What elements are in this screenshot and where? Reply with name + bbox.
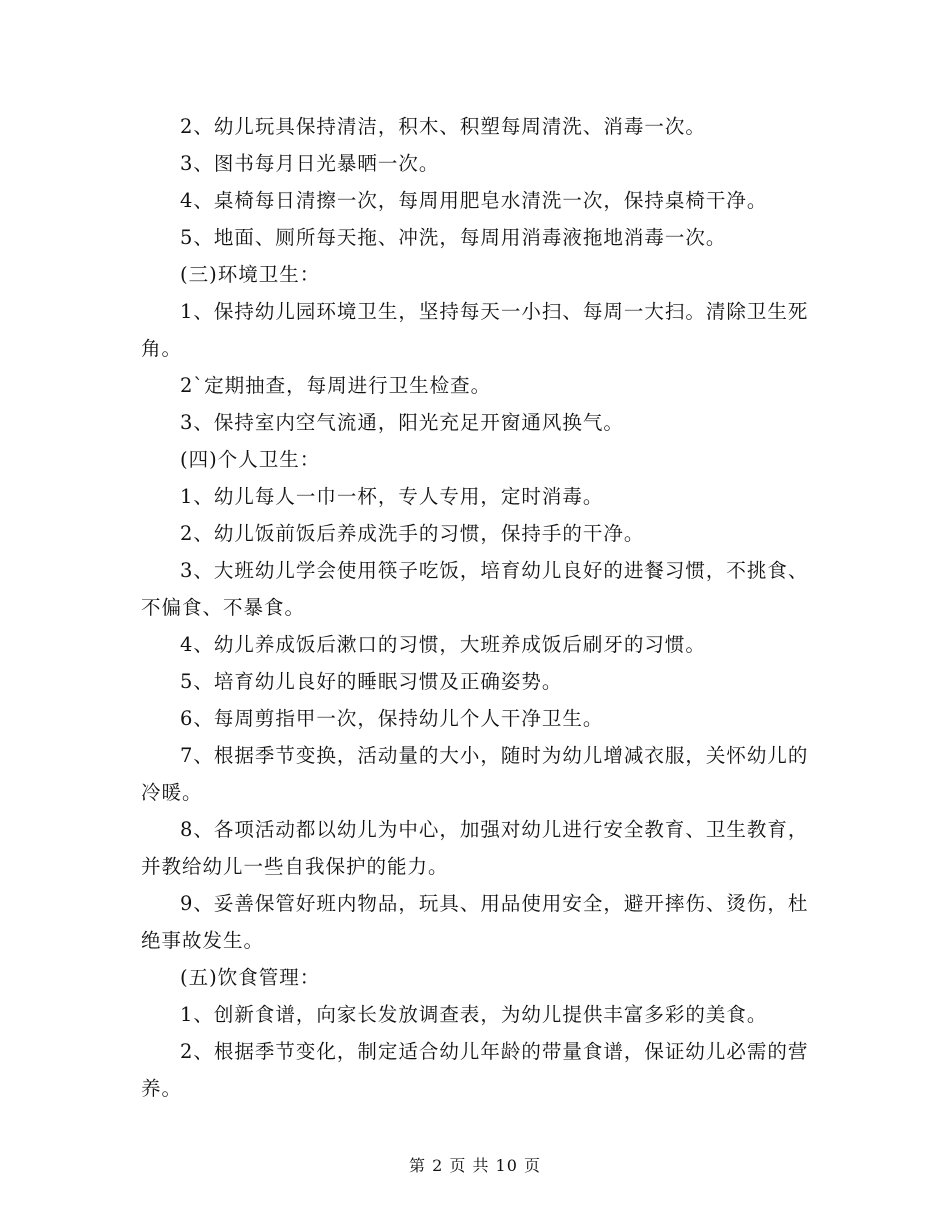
paragraph: 5、地面、厕所每天拖、冲洗，每周用消毒液拖地消毒一次。 [180,226,727,249]
paragraph: 1、保持幼儿园环境卫生，坚持每天一小扫、每周一大扫。清除卫生死角。 [141,300,809,360]
paragraph: 3、图书每月日光暴晒一次。 [180,152,440,175]
paragraph: 6、每周剪指甲一次，保持幼儿个人干净卫生。 [180,707,604,730]
paragraph: 3、保持室内空气流通，阳光充足开窗通风换气。 [180,411,624,434]
paragraph: 5、培育幼儿良好的睡眠习惯及正确姿势。 [180,670,563,693]
paragraph: 4、幼儿养成饭后漱口的习惯，大班养成饭后刷牙的习惯。 [180,633,706,656]
section-heading: (三)环境卫生： [180,263,321,286]
paragraph: 2`定期抽查，每周进行卫生检查。 [180,374,492,397]
paragraph: 1、幼儿每人一巾一杯，专人专用，定时消毒。 [180,485,604,508]
paragraph: 2、根据季节变化，制定适合幼儿年龄的带量食谱，保证幼儿必需的营养。 [141,1040,809,1100]
paragraph: 8、各项活动都以幼儿为中心，加强对幼儿进行安全教育、卫生教育，并教给幼儿一些自我保护的能力。 [141,818,809,878]
paragraph: 2、幼儿饭前饭后养成洗手的习惯，保持手的干净。 [180,522,645,545]
paragraph: 2、幼儿玩具保持清洁，积木、积塑每周清洗、消毒一次。 [180,115,706,138]
section-heading: (五)饮食管理： [180,966,321,989]
paragraph: 7、根据季节变换，活动量的大小，随时为幼儿增减衣服，关怀幼儿的冷暖。 [141,744,809,804]
section-heading: (四)个人卫生： [180,448,321,471]
document-body [141,108,811,1107]
paragraph: 3、大班幼儿学会使用筷子吃饭，培育幼儿良好的进餐习惯，不挑食、不偏食、不暴食。 [141,559,809,619]
paragraph: 9、妥善保管好班内物品，玩具、用品使用安全，避开摔伤、烫伤，杜绝事故发生。 [141,892,809,952]
paragraph: 1、创新食谱，向家长发放调查表，为幼儿提供丰富多彩的美食。 [180,1003,768,1026]
page-number-footer: 第 2 页 共 10 页 [409,1156,541,1175]
paragraph: 4、桌椅每日清擦一次，每周用肥皂水清洗一次，保持桌椅干净。 [180,189,768,212]
